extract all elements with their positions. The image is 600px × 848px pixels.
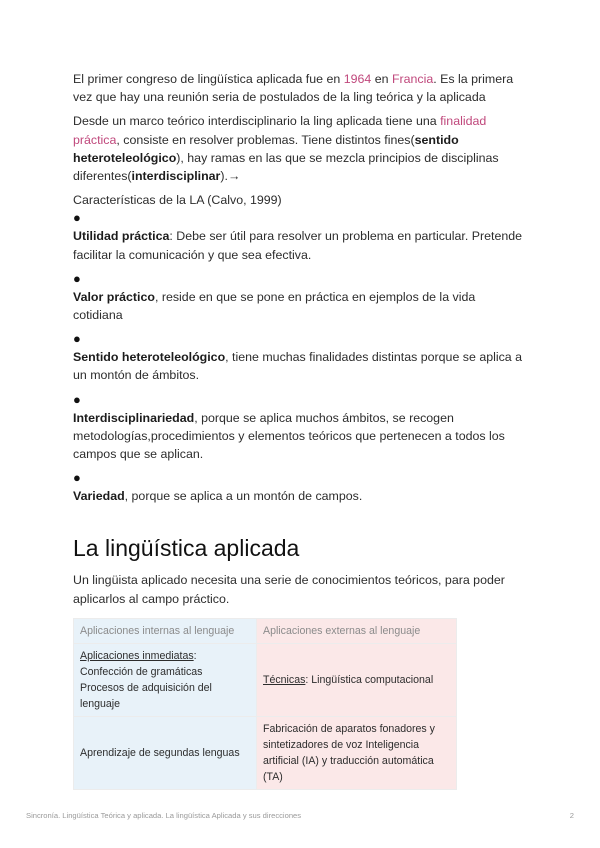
item-text: : Debe ser útil para resolver un problema en particular. Pretende facilitar la comunicación y que sea efectiva.	[73, 229, 523, 262]
item-term: Sentido heteroteleológico	[73, 350, 226, 365]
item-text: , tiene muchas finalidades distintas porque se aplica a un montón de ámbitos.	[73, 350, 523, 383]
cell-internal-immediate	[74, 643, 257, 716]
p2-text-b: , consiste en resolver problemas. Tiene distintos fines(	[116, 132, 415, 147]
p1-text-a: El primer congreso de lingüística aplicada fue en	[73, 72, 344, 86]
characteristics-title: Características de la LA (Calvo, 1999)	[73, 193, 282, 208]
finalidad-practica-link[interactable]: finalidad práctica	[73, 114, 487, 147]
table-row	[74, 716, 457, 789]
france-link[interactable]: Francia	[391, 72, 434, 86]
document-body	[73, 70, 528, 790]
aplicaciones-inmediatas-label: Aplicaciones inmediatas	[80, 649, 194, 662]
p1-text-c: . Es la primera vez que hay una reunión seria de postulados de la ling teórica y la aplicada	[73, 72, 514, 105]
p2-text-a: Desde un marco teórico interdisciplinario la ling aplicada tiene una	[73, 114, 441, 129]
paragraph-history	[73, 70, 528, 106]
section-heading: La lingüística aplicada	[73, 535, 300, 562]
bullet-icon: ●	[73, 210, 81, 226]
p1-text-b: en	[371, 72, 392, 86]
bullet-icon: ●	[73, 331, 81, 347]
header-internal: Aplicaciones internas al lenguaje	[74, 618, 257, 643]
paragraph-definition	[73, 112, 528, 185]
item-term: Interdisciplinariedad	[73, 410, 195, 425]
item-term: Utilidad práctica	[73, 229, 170, 244]
item-text: , porque se aplica a un montón de campos.	[124, 489, 363, 504]
table-row	[74, 643, 457, 716]
characteristics-list	[73, 209, 528, 505]
p2-text-c: ), hay ramas en las que se mezcla principios de disciplinas diferentes(	[73, 150, 499, 184]
year-link[interactable]: 1964	[343, 72, 372, 86]
cell-internal-second-languages: Aprendizaje de segundas lenguas	[74, 716, 257, 789]
page-footer	[26, 811, 574, 820]
footer-text: Sincronía. Lingüística Teórica y aplicada. La lingüística Aplicada y sus direcciones	[26, 811, 302, 820]
cell-line: Confección de gramáticas	[80, 665, 203, 678]
p2-text-d: ).→	[220, 169, 241, 184]
page-number: 2	[569, 811, 574, 820]
colon: :	[193, 649, 197, 662]
bullet-icon: ●	[73, 391, 81, 407]
cell-line: Procesos de adquisición del lenguaje	[80, 681, 212, 710]
bullet-icon: ●	[73, 270, 81, 286]
list-item	[73, 487, 528, 505]
header-external: Aplicaciones externas al lenguaje	[257, 618, 457, 643]
item-term: Valor práctico	[73, 289, 155, 304]
list-item	[73, 348, 528, 384]
list-item	[73, 227, 528, 263]
cell-external-technical	[257, 643, 457, 716]
cell-title-line	[80, 648, 250, 664]
tecnicas-text: : Lingüística computacional	[305, 673, 434, 686]
bold-interdisciplinar: interdisciplinar	[131, 169, 221, 184]
table-header-row	[74, 618, 457, 643]
item-text: , porque se aplica muchos ámbitos, se recogen metodologías,procedimientos y elementos teóricos que pertenecen a todos los campos que se aplican.	[73, 410, 505, 462]
item-term: Variedad	[73, 489, 125, 504]
applications-table	[73, 618, 457, 790]
list-item	[73, 288, 528, 324]
tecnicas-label: Técnicas	[263, 673, 306, 686]
bullet-icon: ●	[73, 470, 81, 486]
item-text: , reside en que se pone en práctica en ejemplos de la vida cotidiana	[73, 289, 476, 323]
bold-sentido-heteroteleologico: sentido heteroteleológico	[73, 132, 459, 165]
cell-external-fabrication: Fabricación de aparatos fonadores y sintetizadores de voz Inteligencia artificial (IA) y traducción automática (TA)	[257, 716, 457, 789]
list-item	[73, 409, 528, 464]
section-intro: Un lingüista aplicado necesita una serie de conocimientos teóricos, para poder aplicarlos al campo práctico.	[73, 573, 505, 606]
